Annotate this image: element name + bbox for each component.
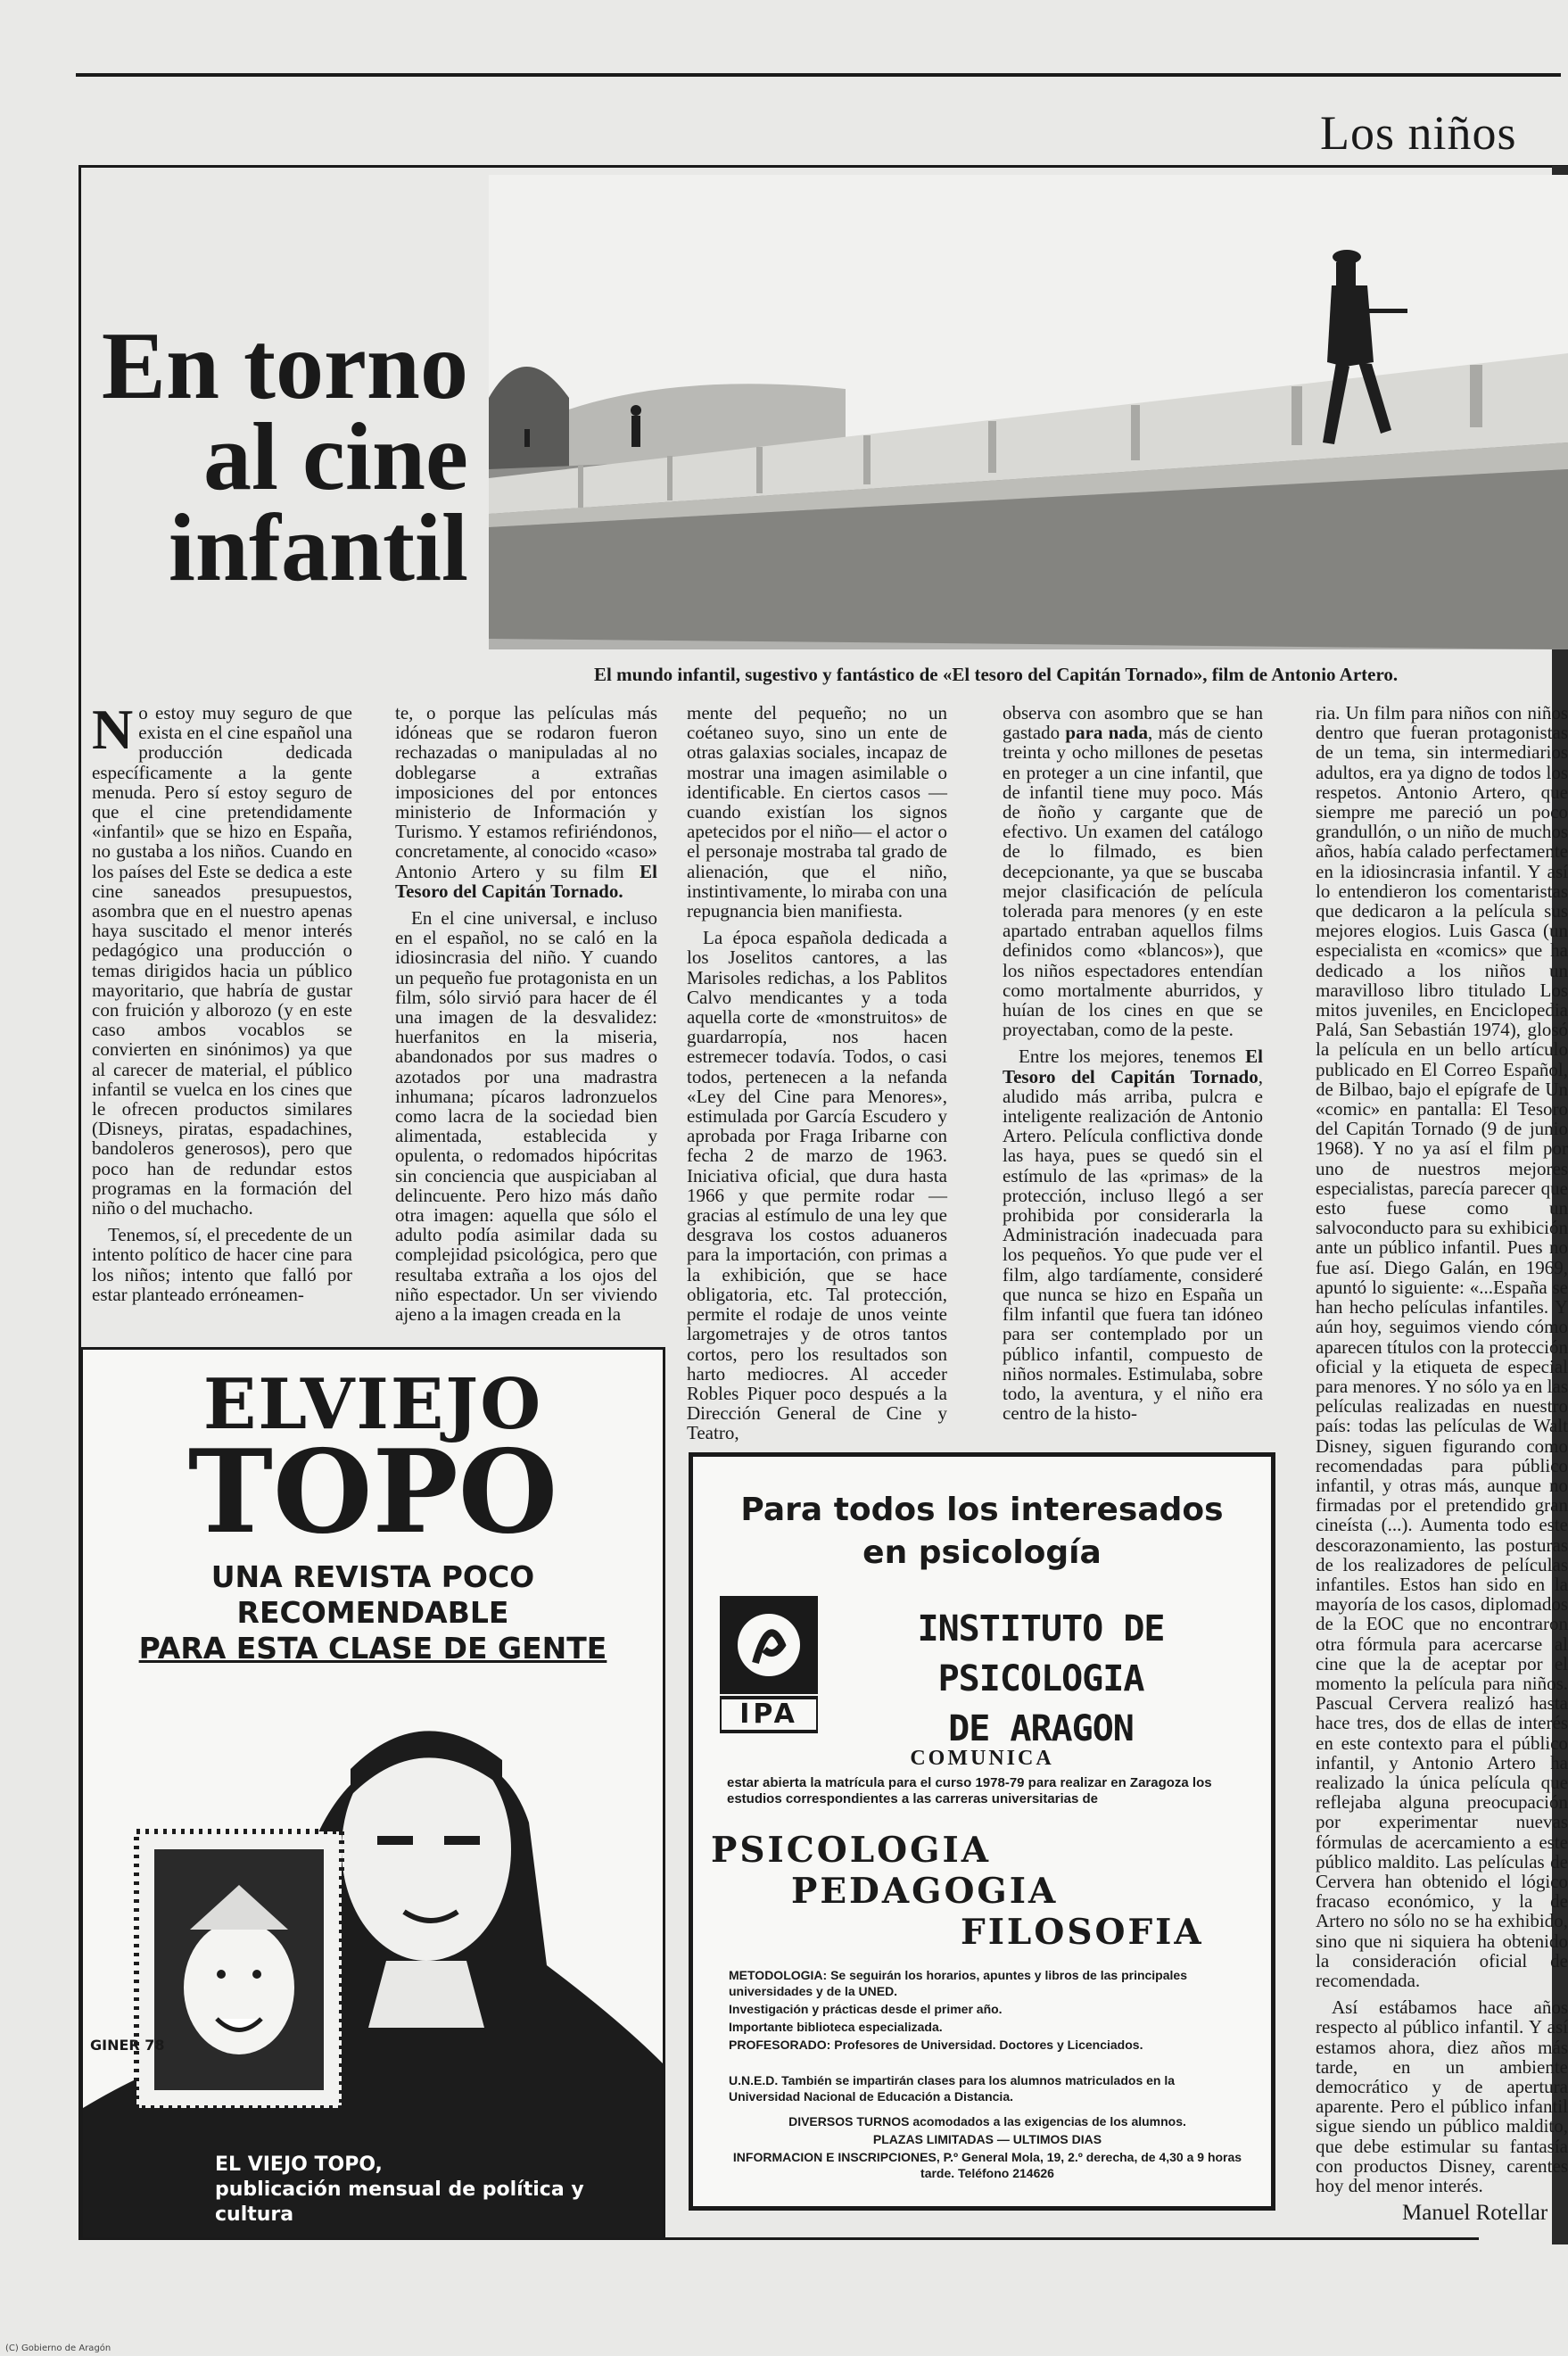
ad-topo-subtitle-line: UNA REVISTA POCO RECOMENDABLE — [210, 1559, 535, 1630]
headline — [94, 313, 468, 601]
ad-topo-title-line2: TOPO — [187, 1426, 558, 1559]
ad-ipa-metodologia: METODOLOGIA: Se seguirán los horarios, apuntes y libros de las principales universidades y de la UNED. — [729, 1968, 1187, 1998]
ad-ipa-biblioteca: Importante biblioteca especializada. — [729, 2020, 943, 2034]
article-column-1 — [92, 698, 352, 1327]
paragraph-text: o estoy muy seguro de que exista en el cine español una producción dedicada específicamente a la gente menuda. Pero sí estoy seguro de que el cine pretendidamente «infantil» que se hizo en España, no gustaba a los niños. Cuando en los países del Este se dedica a este cine saneados presupuestos, asombra que en el nuestro apenas haya suscitado el menor interés pedagógico una producción o temas dirigidos hacia un público mayoritario, que habría de gustar con fruición y alborozo (y en este caso ambos vocablos se convierten en sinónimos) ya que al carecer de material, el público infantil se vuelca en los cines que le ofrecen productos similares (Disneys, piratas, espadachines, bandoleros generosos), pero que poco han de redundar estos programas en la formación del niño o del muchacho. — [92, 702, 352, 1219]
ad-topo-footer-line: publicación mensual de política y cultura — [215, 2178, 584, 2226]
ad-ipa-comunica: COMUNICA — [910, 1747, 1054, 1770]
film-title: El Tesoro del Capitán Tornado. — [395, 860, 657, 902]
drop-cap: N — [92, 698, 134, 761]
ad-ipa-turnos: DIVERSOS TURNOS acomodados a las exigencias de los alumnos. — [788, 2114, 1186, 2129]
article-column-3 — [687, 702, 947, 1444]
ad-ipa-discipline: PEDAGOGIA — [791, 1871, 1059, 1912]
article-column-4 — [1003, 703, 1263, 1452]
paragraph-text: , aludido más arriba, pulcra e inteligente realización de Antonio Artero. Película conflictiva donde las haya, pues se quedó sin el estímulo de las «primas» de la protección, incluso llegó a ser prohibida por considerarla la Administración inadecuada para los pequeños. Yo que pude ver el film, algo tardíamente, consideré que nunca se hizo en España un film infantil que fuera tan idóneo para ser contemplado por un público infantil, compuesto de niños normales. Estimulaba, sobre todo, la aventura, y el niño era centro de la histo- — [1003, 1065, 1263, 1425]
ad-topo-subtitle-line: PARA ESTA CLASE DE GENTE — [138, 1631, 607, 1666]
ad-topo-title-line1: ELVIEJO — [202, 1364, 543, 1445]
headline-line: En torno — [101, 313, 468, 419]
ad-ipa-institute-name — [836, 1604, 1246, 1754]
frame-top — [78, 165, 1568, 168]
headline-line: infantil — [168, 495, 468, 601]
copyright-notice: (C) Gobierno de Aragón — [5, 2344, 111, 2353]
ad-topo-signature: GINER 78 — [90, 2037, 165, 2054]
ad-ipa-institute-line: INSTITUTO DE PSICOLOGIA — [917, 1608, 1165, 1699]
ad-ipa-intro: estar abierta la matrícula para el curso 1978-79 para realizar en Zaragoza los estudios correspondientes a las carreras universitarias de — [727, 1775, 1212, 1806]
paragraph — [92, 698, 352, 1219]
paragraph-text: te, o porque las películas más idóneas que se rodaron fueron rechazadas o manipuladas al no doblegarse a extrañas imposiciones del por entonces ministerio de Información y Turismo. Y estamos refiriéndonos, concretamente, al conocido «caso» Antonio Artero y su film — [395, 702, 657, 882]
paragraph: La época española dedicada a los Joselitos cantores, a las Marisoles redichas, a los Pablitos Calvo mendicantes y a toda aquella corte de «monstruitos» de guardarropía, nos hacen estremecer todavía. Todos, o casi todos, pertenecen a la nefanda «Ley del Cine para Menores», estimulada por García Escudero y aprobada por Fraga Iribarne con fecha 2 de marzo de 1963. Iniciativa oficial, que dura hasta 1966 y que permite rodar —gracias al estímulo de una ley que desgrava los costos aduaneros para la importación, con primas a la exhibición, que se hace obligatoria, etc. Tal protección, permite el rodaje de unos veinte largometrajes y de otros tantos cortos, pero los resultados son harto mediocres. Al acceder Robles Piquer poco después a la Dirección General de Cine y Teatro, — [687, 927, 947, 1444]
paragraph — [1003, 703, 1263, 1039]
ad-ipa-uned: U.N.E.D. También se impartirán clases para los alumnos matriculados en la Universidad Nacional de Educación a Distancia. — [729, 2073, 1176, 2104]
ipa-logo-text: IPA — [739, 1699, 798, 1730]
film-photo — [489, 175, 1568, 649]
headline-line: al cine — [203, 404, 468, 510]
ad-ipa-headline-line: en psicología — [862, 1534, 1102, 1571]
top-rule — [76, 73, 1561, 77]
ad-ipa-discipline: PSICOLOGIA — [711, 1830, 991, 1871]
ipa-logo — [720, 1596, 818, 1734]
ad-topo-footer — [215, 2153, 663, 2228]
paragraph: Así estábamos hace años respecto al público infantil. Y así estamos ahora, diez años más tarde, en un ambiente democrático y de apertura aparente. Pero el público infantil sigue siendo un público maldito, que debe estimular su fantasía con productos Disney, carentes hoy del menor interés. — [1316, 1996, 1568, 2197]
paragraph — [395, 703, 657, 901]
ad-ipa-info: INFORMACION E INSCRIPCIONES, P.º General Mola, 19, 2.º derecha, de 4,30 a 9 horas tarde. Teléfono 214626 — [732, 2150, 1242, 2180]
ad-instituto-psicologia — [689, 1452, 1275, 2211]
paragraph: ria. Un film para niños con niños dentro que fueran protagonistas de un tema, sin intermediarios adultos, era ya digno de todos los respetos. Antonio Artero, que siempre me pareció un poco grandullón, o un niño de muchos años, había calado perfectamente en la idiosincrasia infantil. Y así lo entendieron los comentaristas que dedicaron a la película sus mejores elogios. Luis Gasca (un especialista en «comics» que ha dedicado a los niños un maravilloso libro titulado Los mitos juveniles, en Enciclopedia Palá, San Sebastián 1974), glosó la película en un bello artículo publicado en El Correo Español, de Bilbao, bajo el epígrafe de Un «comic» en pantalla: El Tesoro del Capitán Tornado (9 de junio 1968). Y no ya así el film por uno de nuestros mejores especialistas, parecía parecer que esto fuese como un salvoconducto para su exhibición ante un público infantil. Pues no fue así. Diego Galán, en 1969, apuntó lo siguiente: «...España se han hecho películas infantiles. Y aún hoy, seguimos viendo cómo aparecen títulos con la protección oficial y la etiqueta de especial para menores. Y no sólo ya en las películas realizadas en nuestro país: todas las películas de Walt Disney, siguen figurando como recomendadas para público infantil, y otras más, aunque no firmadas por el pretendido gran cineísta (...). Aumenta todo este descorazonamiento, las posturas de los realizadores de películas infantiles. Estos han sido en la mayoría de los casos, diplomados de la EOC que no encontraron otra fórmula para acercarse al cine que la de aceptar por el momento la película para niños. Pascual Cervera realizó hasta hace tres, dos de ellas de interés en este contexto para el público infantil, y Antonio Artero ha realizado la única película que reflejaba alguna preocupación por experimentar nuevas fórmulas de acercamiento a este público maldito. Las películas de Cervera han obtenido el lógico fracaso económico, y la de Artero no sólo no se ha exhibido, sino que ni siquiera ha obtenido la consideración oficial de recomendada. — [1316, 703, 1568, 1991]
film-still-illustration — [489, 175, 1568, 649]
author-byline: Manuel Rotellar — [1402, 2201, 1548, 2225]
ad-ipa-profesorado: PROFESORADO: Profesores de Universidad. Doctores y Licenciados. — [729, 2038, 1143, 2052]
ad-ipa-headline-line: Para todos los interesados — [740, 1492, 1224, 1528]
paragraph: Tenemos, sí, el precedente de un intento político de hacer cine para los niños; intento que falló por estar planteado erróneamen- — [92, 1224, 352, 1305]
ad-topo-illustration — [83, 1644, 663, 2237]
emphasis: para nada — [1065, 722, 1149, 744]
article-column-2 — [395, 703, 657, 1332]
paragraph-text: observa con asombro que se han gastado — [1003, 702, 1263, 744]
paragraph-text: , más de ciento treinta y ocho millones de pesetas en proteger a un cine infantil, que de infantil tiene muy poco. Más de ñoño y cargante que de efectivo. Un examen del catálogo de lo filmado, es bien decepcionante, ya que se buscaba mejor clasificación de película tolerada para menores (y en este apartado entraban aquellos films definidos como «blancos»), que los niños espectadores entendían como mortalmente aburridos, y huían de los cines en que se proyectaban, como de la peste. — [1003, 722, 1263, 1041]
ad-ipa-plazas: PLAZAS LIMITADAS — ULTIMOS DIAS — [872, 2132, 1102, 2146]
photo-caption: El mundo infantil, sugestivo y fantástico de «El tesoro del Capitán Tornado», film de Antonio Artero. — [594, 664, 1399, 685]
section-title: Los niños — [1320, 106, 1517, 160]
paragraph-text: Entre los mejores, tenemos — [1019, 1046, 1246, 1068]
ad-ipa-discipline: FILOSOFIA — [961, 1912, 1204, 1953]
paragraph: En el cine universal, e incluso en el español, no se caló en la idiosincrasia del niño. Y cuando un pequeño fue protagonista en un film, sólo sirvió para hacer de él una imagen de la desvalidez: huerfanitos en la miseria, abandonados por sus madres o azotados por una madrastra inhumana; pícaros ladronzuelos como lacra de la sociedad bien alimentada, establecida y opulenta, o redomados hipócritas sin conciencia que auspiciaban al delincuente. Pero hizo más daño otra imagen: aquella que sólo el adulto podía asimilar dada su complejidad psicológica, pero que resultaba extraña a los ojos del niño espectador. Un ser viviendo ajeno a la imagen creada en la — [395, 907, 657, 1326]
article-column-5 — [1316, 703, 1568, 2220]
ad-el-viejo-topo — [80, 1347, 665, 2240]
ad-ipa-investigacion: Investigación y prácticas desde el primer año. — [729, 2002, 1003, 2016]
ad-ipa-institute-line: DE ARAGON — [948, 1708, 1134, 1749]
ad-topo-footer-line: EL VIEJO TOPO, — [215, 2153, 383, 2176]
paragraph — [1003, 1046, 1263, 1423]
film-title: El Tesoro del Capitán Tornado — [1003, 1046, 1263, 1087]
paragraph: mente del pequeño; no un coétaneo suyo, sino un ente de otras galaxias sociales, incapaz de mostrar una imagen asimilable o identificable. En ciertos casos —cuando existían los signos apetecidos por el niño— el actor o el personaje mostraba tal grado de alienación, que el niño, instintivamente, lo miraba con una repugnancia bien manifiesta. — [687, 702, 947, 922]
